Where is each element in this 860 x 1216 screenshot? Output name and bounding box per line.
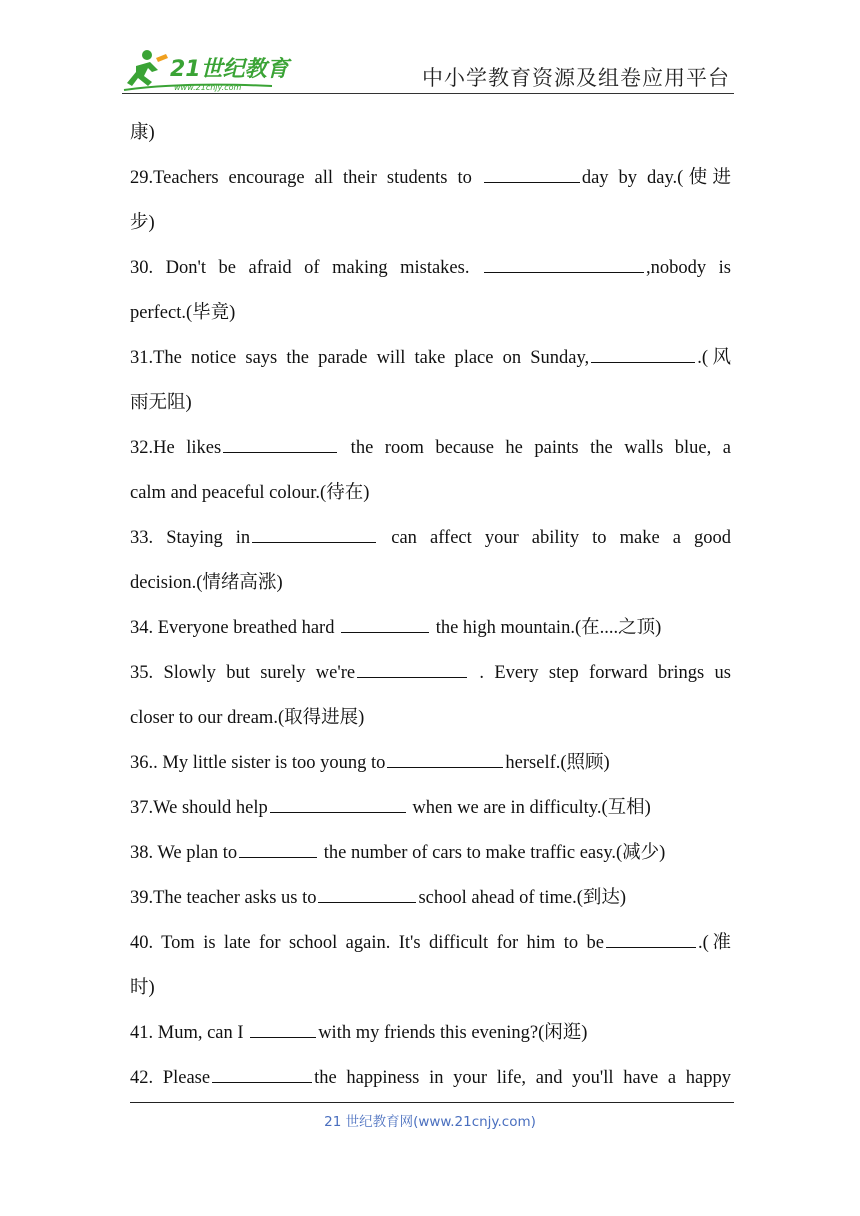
line-text: decision.(情绪高涨) (130, 573, 283, 593)
footer-divider (130, 1102, 734, 1103)
question-text: with my friends this evening?(闲逛) (318, 1023, 588, 1043)
platform-title: 中小学教育资源及组卷应用平台 (422, 66, 730, 90)
line-text: calm and peaceful colour.(待在) (130, 483, 370, 503)
brand-logo (122, 46, 292, 96)
question-text: 41. Mum, can I (130, 1023, 249, 1043)
text-line (130, 561, 731, 606)
question-31 (130, 336, 731, 381)
question-36 (130, 741, 731, 786)
logo-wordmark: 21世纪教育 (170, 57, 289, 82)
text-line (130, 291, 731, 336)
question-37 (130, 786, 731, 831)
question-text: herself.(照顾) (505, 753, 610, 773)
question-text: 36.. My little sister is too young to (130, 753, 386, 773)
answer-blank[interactable] (387, 749, 503, 768)
question-text: day by day.(使进 (581, 168, 731, 188)
question-text: .(准 (697, 933, 731, 953)
question-text: school ahead of time.(到达) (418, 888, 627, 908)
question-text: 32.He likes (130, 438, 222, 458)
logo-url: www.21cnjy.com (174, 83, 242, 92)
answer-blank[interactable] (223, 434, 337, 453)
text-line (130, 381, 731, 426)
answer-blank[interactable] (484, 254, 644, 273)
question-text: 40. Tom is late for school again. It's difficult for him to be (130, 933, 604, 953)
question-text: . Every step forward brings us (469, 663, 731, 683)
page-header (122, 40, 734, 96)
answer-blank[interactable] (341, 614, 429, 633)
line-text: closer to our dream.(取得进展) (130, 708, 365, 728)
question-text: the happiness in your life, and you'll have a happy (314, 1068, 731, 1088)
text-line (130, 696, 731, 741)
answer-blank[interactable] (591, 344, 695, 363)
question-30 (130, 246, 731, 291)
question-text: 29.Teachers encourage all their students to (130, 168, 482, 188)
question-text: 30. Don't be afraid of making mistakes. (130, 258, 482, 278)
line-text: 雨无阻) (130, 393, 192, 413)
answer-blank[interactable] (250, 1019, 316, 1038)
header-divider (122, 93, 734, 94)
question-text: the high mountain.(在....之顶) (431, 618, 662, 638)
answer-blank[interactable] (212, 1064, 312, 1083)
text-line (130, 201, 731, 246)
question-text: 31.The notice says the parade will take place on Sunday, (130, 348, 590, 368)
question-40 (130, 921, 731, 966)
answer-blank[interactable] (318, 884, 416, 903)
question-41 (130, 1011, 731, 1056)
question-39 (130, 876, 731, 921)
question-35 (130, 651, 731, 696)
question-32 (130, 426, 731, 471)
exercise-content (130, 111, 731, 1101)
runner-logo-icon (122, 46, 292, 96)
question-text: ,nobody is (646, 258, 731, 278)
question-text: .(风 (697, 348, 731, 368)
answer-blank[interactable] (270, 794, 406, 813)
question-33 (130, 516, 731, 561)
line-text: 康) (130, 123, 155, 143)
text-line (130, 111, 731, 156)
answer-blank[interactable] (606, 929, 696, 948)
line-text: 时) (130, 978, 155, 998)
question-text: the room because he paints the walls blue, a (339, 438, 731, 458)
question-text: 35. Slowly but surely we're (130, 663, 356, 683)
question-text: 42. Please (130, 1068, 211, 1088)
question-42 (130, 1056, 731, 1101)
answer-blank[interactable] (357, 659, 467, 678)
question-text: 38. We plan to (130, 843, 238, 863)
question-29 (130, 156, 731, 201)
text-line (130, 966, 731, 1011)
line-text: 步) (130, 213, 155, 233)
question-text: when we are in difficulty.(互相) (407, 798, 651, 818)
question-text: 34. Everyone breathed hard (130, 618, 340, 638)
answer-blank[interactable] (239, 839, 317, 858)
answer-blank[interactable] (484, 164, 580, 183)
footer-link[interactable]: 21 世纪教育网(www.21cnjy.com) (324, 1114, 536, 1130)
text-line (130, 471, 731, 516)
question-text: 37.We should help (130, 798, 268, 818)
question-text: 39.The teacher asks us to (130, 888, 317, 908)
question-text: 33. Staying in (130, 528, 251, 548)
line-text: perfect.(毕竟) (130, 303, 236, 323)
answer-blank[interactable] (252, 524, 376, 543)
question-text: can affect your ability to make a good (378, 528, 732, 548)
question-34 (130, 606, 731, 651)
question-38 (130, 831, 731, 876)
question-text: the number of cars to make traffic easy.(减少) (319, 843, 666, 863)
